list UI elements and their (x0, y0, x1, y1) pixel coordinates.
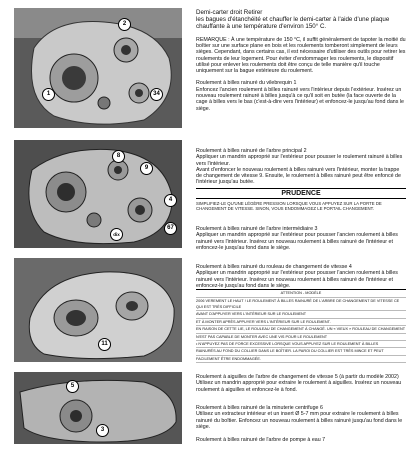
warning-line: 2006 VEREMENT LE HAUT ! LE ROULEMENT À BILLES RAINURÉ DE L'ARBRE DE CHANGEMENT DE VITESSE CE QUI EST TRÈS DIFFICILE (196, 298, 406, 312)
photo-crankcase-half-2 (14, 140, 182, 248)
crankshaft-bearing-title: Roulement à billes rainuré du vilebrequin 1 (196, 80, 297, 87)
callout-5: 5 (66, 380, 79, 393)
warning-line: • N'APPUYEZ PAS DE FORCE EXCESSIVE LORSQUE VOUS APPUYEZ SUR LE ROULEMENT À BILLES (196, 341, 406, 348)
warning-line: ET À MONTER APRÈS APPUYER VERS L'INTÉRIEUR SUR LE ROULEMENT. (196, 319, 406, 326)
mainshaft-bearing-text-2: Avant d'enfoncer le nouveau roulement à billes rainuré vers l'intérieur, monter la trappe de changement de vitesse 9. Ensuite, le roulement à billes rainuré peut être enfoncé de l'intérieur jusqu'au butée. (196, 166, 401, 186)
centrifugal-timer-bearing-text: Utilisez un extracteur intérieur et un insert Ø 5-7 mm pour extraire le roulement à billes rainuré du boîtier. Enfoncez un nouveau roulement à billes rainuré jusqu'au fond dans le siège. (196, 411, 403, 430)
callout-dix: dix (110, 228, 123, 241)
crankcase-photo-1 (14, 8, 182, 128)
centrifugal-timer-bearing-title: Roulement à billes rainuré de la minuterie centrifuge 6 (196, 405, 323, 411)
text-s2 (196, 148, 406, 212)
water-pump-bearing-title: Roulement à billes rainuré de l'arbre de pompe à eau 7 (196, 437, 326, 443)
callout-34: 34 (150, 88, 163, 101)
section-intro: les bagues d'étanchéité et chauffer le demi-carter à l'aide d'une plaque chauffante à une température d'environ 150° C. (196, 16, 390, 31)
section-title-right-case: Demi-carter droit Retirer (196, 9, 263, 16)
crankshaft-bearing-text: Enfoncez l'ancien roulement à billes rainuré vers l'intérieur depuis l'extérieur. Insérez un nouveau roulement rainuré à billes jusqu'à ce qu'il soit en butée (la face ouverte de la cage à billes vers le bas (c'est-à-dire vers l'intérieur) et enfoncez-le jusqu'au fond dans le siège. (196, 86, 404, 112)
warning-line: RAINURÉS AU FOND DU COLLIER DANS LE BOÎTIER. LA PAROI DU COLLIER EST TRÈS MINCE ET PEUT (196, 348, 406, 355)
needle-bearing-text: Utilisez un mandrin approprié pour extraire le roulement à aiguilles. Insérez un nouveau roulement à aiguilles et enfoncez-le à fond. (196, 380, 402, 393)
warning-line: EN RAISON DE CETTE LIE, LE ROULEAU DE CHANGEMENT À CHANGÉ. UN « VIEUX » ROULEAU DE CHANGEMENT (196, 326, 406, 333)
shift-drum-bearing-text: Appliquer un mandrin approprié sur l'extérieur pour pousser l'ancien roulement à billes rainuré vers l'intérieur. Insérez un nouveau roulement à billes rainuré de l'intérieur et enfoncez-le jusqu'au fond dans le siège. (196, 270, 398, 289)
warning-line: AVANT D'APPUYER VERS L'INTÉRIEUR SUR LE ROULEMENT (196, 311, 406, 318)
callout-2: 2 (118, 18, 131, 31)
countershaft-bearing-text: Appliquer un mandrin approprié sur l'extérieur pour pousser l'ancien roulement à billes rainuré vers l'intérieur. Insérez un nouveau roulement à billes rainuré de l'intérieur et enfoncez-le jusqu'au fond dans le siège. (196, 232, 398, 251)
photo-crankcase-half-3 (14, 258, 182, 362)
callout-1: 1 (42, 88, 55, 101)
text-s7 (196, 437, 406, 443)
photo-crankcase-half-1 (14, 8, 182, 128)
text-s1 (196, 9, 406, 112)
photo-crankcase-half-4 (14, 372, 182, 444)
callout-9: 9 (140, 162, 153, 175)
caution-text: SIMPLIFIEZ-LE QU'UNE LÉGÈRE PRESSION LORSQUE VOUS APPUYEZ SUR LA PORTE DE CHANGEMENT DE VITESSE. SINON, VOUS ENDOMMAGEZ LE PORTAIL CHANGEMENT. (196, 200, 382, 212)
text-s5 (196, 374, 406, 393)
shift-drum-bearing-title: Roulement à billes rainuré du rouleau de changement de vitesse 4 (196, 264, 352, 270)
remark-text: REMARQUE : À une température de 150 °C, il suffit généralement de tapoter la moitié du boîtier sur une surface plane en bois et les roulements tomberont simplement de leurs sièges. Cependant, dans certains cas, il est nécessaire d'utiliser des outils pour retirer les roulements de leur logement. Pour éviter d'endommager les roulements, le dispositif utilisé pour enlever les roulements doit être conçu de telle manière qu'il touche uniquement sur la bague extérieure du roulement. (196, 36, 406, 75)
text-s3 (196, 226, 406, 251)
callout-11: 11 (98, 338, 111, 351)
callout-67: 67 (164, 222, 177, 235)
warning-heading: ATTENTION - MODÈLE (196, 290, 406, 297)
warning-line: N'EST PAS CAPABLE DE MONTER AVEC UNE VIS POUR LE ROULEMENT (196, 334, 406, 341)
callout-8: 8 (112, 150, 125, 163)
needle-bearing-title: Roulement à aiguilles de l'arbre de changement de vitesse 5 (à partir du modèle 2002) (196, 374, 399, 380)
warning-box (196, 289, 406, 363)
crankcase-photo-2 (14, 140, 182, 248)
text-s4 (196, 264, 406, 363)
callout-3: 3 (96, 424, 109, 437)
callout-4: 4 (164, 194, 177, 207)
mainshaft-bearing-title: Roulement à billes rainuré de l'arbre principal 2 (196, 148, 307, 154)
warning-line: FACILEMENT ÊTRE ENDOMMAGÉE. (196, 356, 406, 363)
text-s6 (196, 405, 406, 430)
caution-heading: PRUDENCE (196, 188, 406, 199)
countershaft-bearing-title: Roulement à billes rainuré de l'arbre intermédiaire 3 (196, 226, 318, 232)
mainshaft-bearing-text: Appliquer un mandrin approprié sur l'extérieur pour pousser le roulement rainuré à billes vers l'intérieur. (196, 154, 403, 167)
